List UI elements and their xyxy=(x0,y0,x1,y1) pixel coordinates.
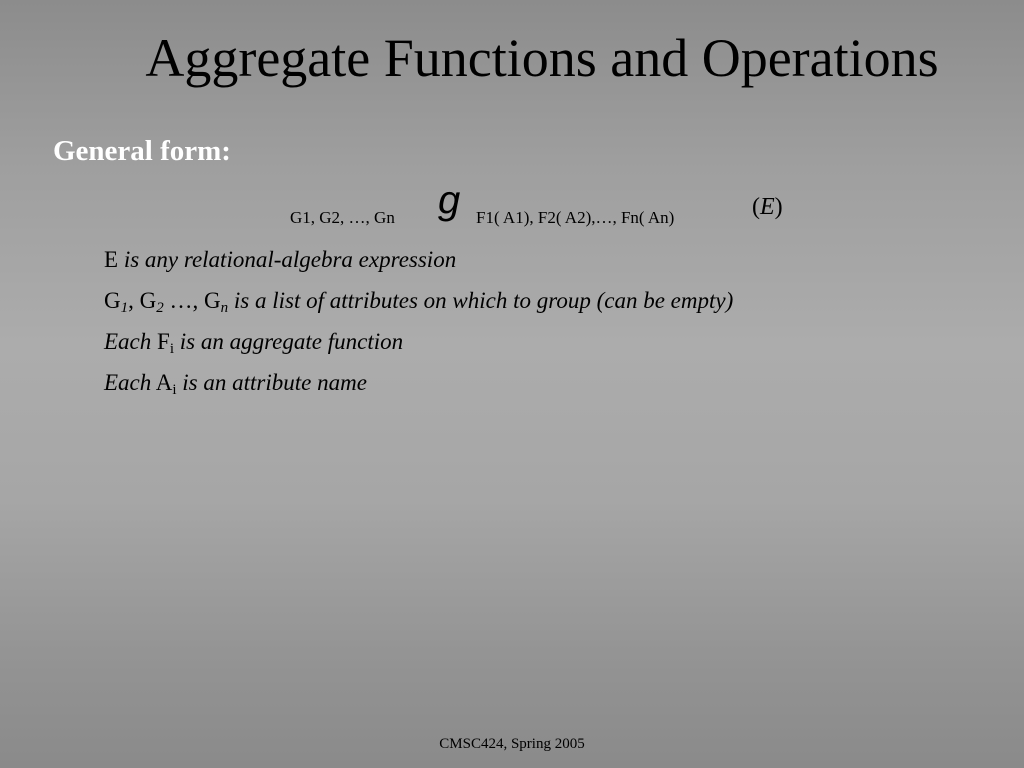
general-form-heading: General form: xyxy=(53,135,231,167)
symbol-separator: , G xyxy=(128,288,157,313)
definition-text: is an aggregate function xyxy=(173,329,404,354)
definition-list xyxy=(104,243,733,407)
symbol-a: A xyxy=(151,370,173,395)
subscript: i xyxy=(172,382,177,398)
lead-word: Each xyxy=(104,370,152,395)
symbol-separator: …, G xyxy=(163,288,221,313)
definition-text: is a list of attributes on which to group (can be empty) xyxy=(228,288,734,313)
expr-open-paren: ( xyxy=(752,194,760,220)
subscript: i xyxy=(169,341,174,357)
subscript: n xyxy=(220,300,229,316)
expr-variable: E xyxy=(760,194,775,220)
symbol-f: F xyxy=(151,329,170,354)
formula-group-attributes: G1, G2, …, Gn xyxy=(290,208,395,227)
definition-text: is an attribute name xyxy=(176,370,367,395)
definition-item-expression xyxy=(104,243,733,284)
expr-close-paren: ) xyxy=(774,194,783,220)
definition-item-functions xyxy=(104,325,733,366)
formula-aggregate-functions: F1( A1), F2( A2),…, Fn( An) xyxy=(476,208,675,227)
symbol-e: E xyxy=(104,247,119,272)
subscript: 2 xyxy=(156,300,164,316)
definition-item-group-attributes xyxy=(104,284,733,325)
lead-word: Each xyxy=(104,329,152,354)
formula-expression xyxy=(752,194,783,221)
definition-item-attributes xyxy=(104,366,733,407)
definition-text: is any relational-algebra expression xyxy=(118,247,457,272)
formula-aggregate-operator: g xyxy=(438,178,461,222)
subscript: 1 xyxy=(120,300,129,316)
slide-footer: CMSC424, Spring 2005 xyxy=(439,736,585,752)
symbol-g: G xyxy=(104,288,121,313)
slide-title: Aggregate Functions and Operations xyxy=(145,28,939,88)
